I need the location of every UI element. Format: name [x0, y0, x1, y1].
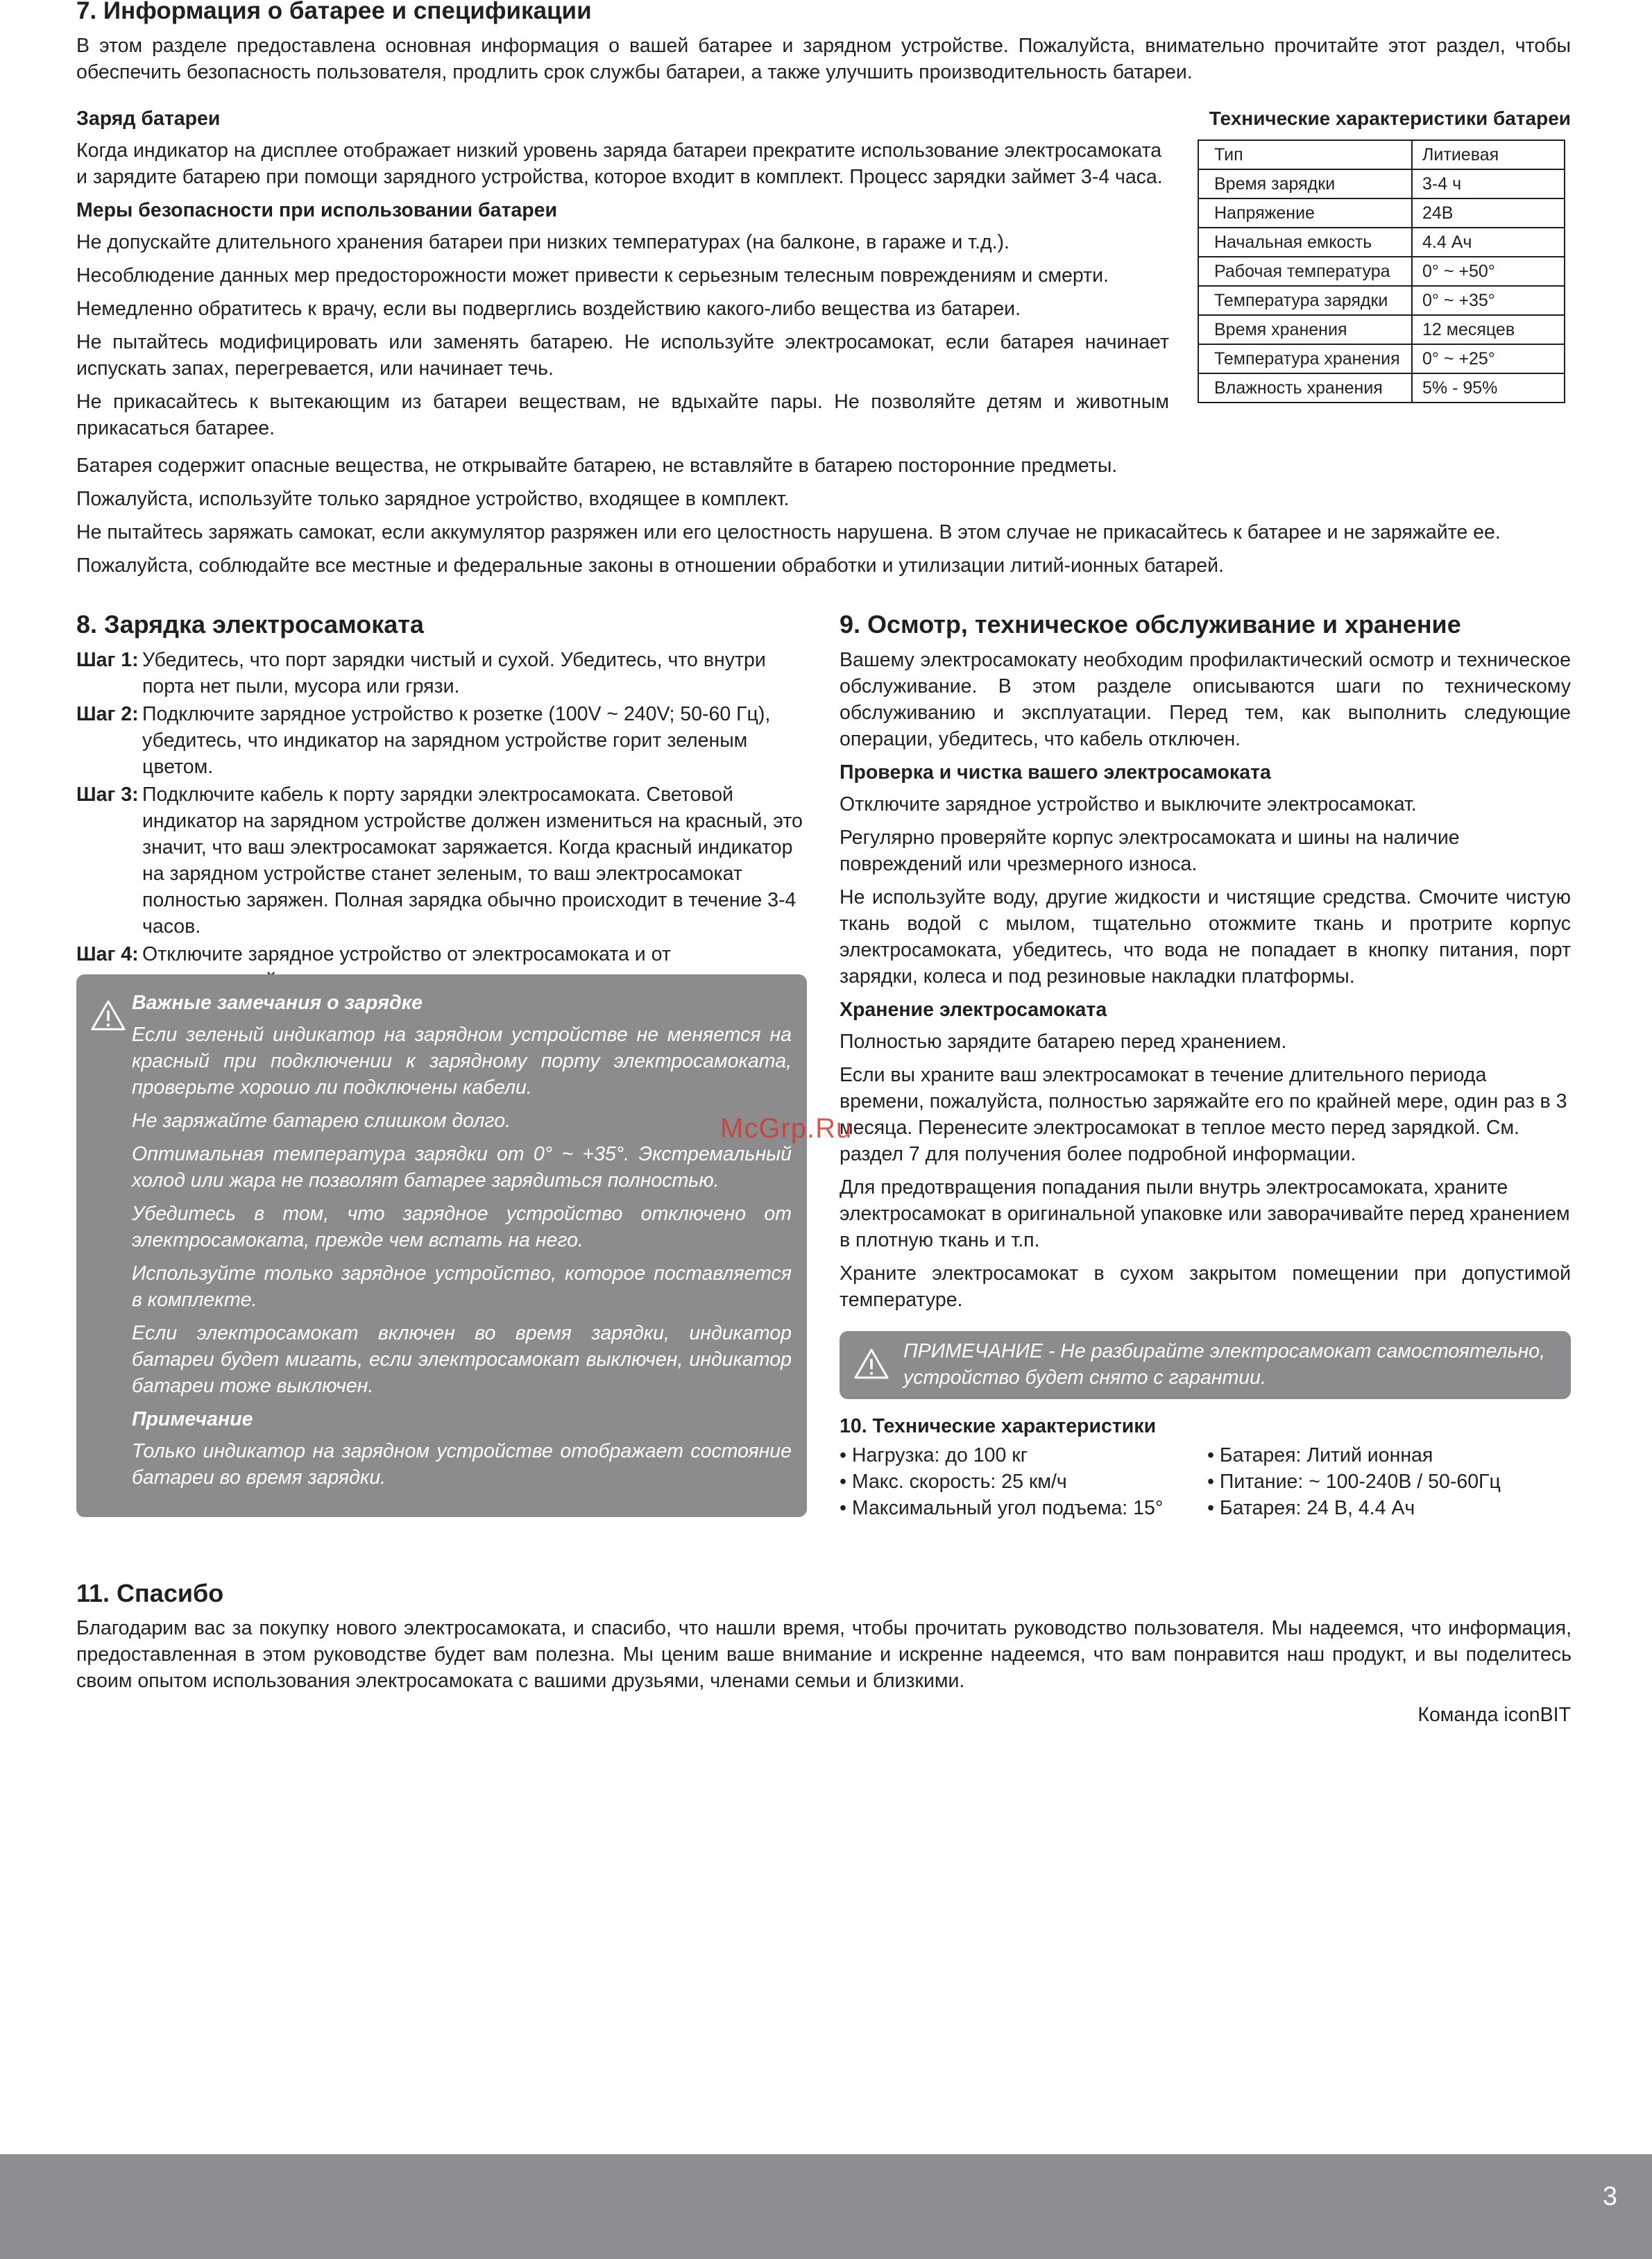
- table-row: [1198, 169, 1565, 198]
- battery-spec-table-title: Технические характеристики батареи: [1209, 108, 1571, 129]
- warning-icon: [853, 1348, 889, 1380]
- section-10-title: 10. Технические характеристики: [840, 1415, 1157, 1437]
- spec-name: Температура хранения: [1198, 344, 1412, 373]
- section-7-left-column: [76, 105, 1169, 448]
- battery-spec-table: [1198, 139, 1565, 403]
- step-text: Убедитесь, что порт зарядки чистый и сухой. Убедитесь, что внутри порта нет пыли, мусора или грязи.: [142, 649, 766, 697]
- page-footer: [0, 2154, 1652, 2259]
- step-label: Шаг 2:: [76, 703, 139, 725]
- signature: Команда iconBIT: [1417, 1704, 1571, 1726]
- spec-value: 12 месяцев: [1412, 315, 1565, 344]
- tech-specs-left: [840, 1442, 1207, 1521]
- spec-name: Влажность хранения: [1198, 373, 1412, 403]
- spec-name: Тип: [1198, 140, 1412, 169]
- table-row: [1198, 315, 1565, 344]
- spec-name: Температура зарядки: [1198, 286, 1412, 315]
- step-text: Отключите зарядное устройство от электросамоката и от: [142, 943, 671, 965]
- spec-value: 24В: [1412, 198, 1565, 228]
- note-item: Если электросамокат включен во время зарядки, индикатор батареи будет мигать, если электросамокат выключен, индикатор батареи тоже выключен.: [132, 1322, 792, 1397]
- safety-item: Не пытайтесь заряжать самокат, если аккумулятор разряжен или его целостность нарушена. В этом случае не прикасайтесь к батарее и не заряжайте ее.: [76, 521, 1501, 543]
- disassembly-note-box: [840, 1331, 1571, 1399]
- step-label: Шаг 4:: [76, 943, 139, 965]
- list-item: • Батарея: 24 В, 4.4 Ач: [1207, 1497, 1415, 1519]
- section-7-intro: В этом разделе предоставлена основная информация о вашей батарее и зарядном устройстве. Пожалуйста, внимательно прочитайте этот раздел, чтобы обеспечить безопасность пользователя, продлить срок службы батареи, а также улучшить производительность батареи.: [76, 35, 1571, 83]
- step-text: Подключите зарядное устройство к розетке (100V ~ 240V; 50-60 Гц), убедитесь, что индикатор на зарядном устройстве горит зеленым цветом.: [142, 703, 771, 778]
- spec-name: Время хранения: [1198, 315, 1412, 344]
- check-title: Проверка и чистка вашего электросамоката: [840, 761, 1271, 784]
- section-11-title: 11. Спасибо: [76, 1579, 224, 1607]
- tech-specs-right: [1207, 1442, 1575, 1521]
- spec-name: Время зарядки: [1198, 169, 1412, 198]
- storage-item: Если вы храните ваш электросамокат в течение длительного периода времени, пожалуйста, полностью заряжайте его по крайней мере, один раз в 3 месяца. Перенесите электросамокат в теплое место перед зарядкой. См. раздел 7 для получения более подробной информации.: [840, 1064, 1567, 1165]
- table-row: [1198, 373, 1565, 403]
- disassembly-note-text: ПРИМЕЧАНИЕ - Не разбирайте электросамокат самостоятельно, устройство будет снято с гарантии.: [903, 1340, 1546, 1389]
- storage-title: Хранение электросамоката: [840, 999, 1107, 1021]
- spec-value: Литиевая: [1412, 140, 1565, 169]
- step-label: Шаг 3:: [76, 784, 139, 806]
- check-item: Не используйте воду, другие жидкости и чистящие средства. Смочите чистую ткань водой с мылом, тщательно отожмите ткань и протрите корпус электросамоката, убедитесь, что вода не попадает в кнопку питания, порт зарядки, колеса и под резиновые накладки платформы.: [840, 886, 1571, 988]
- check-item: Отключите зарядное устройство и выключите электросамокат.: [840, 793, 1417, 815]
- section-8-title: 8. Зарядка электросамоката: [76, 610, 424, 638]
- spec-name: Напряжение: [1198, 198, 1412, 228]
- battery-charge-text: Когда индикатор на дисплее отображает низкий уровень заряда батареи прекратите использование электросамоката и зарядите батарею при помощи зарядного устройства, которое входит в комплект. Процесс зарядки займет 3-4 часа.: [76, 139, 1163, 188]
- battery-charge-title: Заряд батареи: [76, 108, 221, 130]
- warning-icon: [90, 999, 126, 1031]
- note-item: Убедитесь в том, что зарядное устройство отключено от электросамоката, прежде чем встать на него.: [132, 1203, 792, 1251]
- spec-value: 0° ~ +50°: [1412, 257, 1565, 286]
- list-item: • Нагрузка: до 100 кг: [840, 1444, 1028, 1466]
- table-row: [1198, 286, 1565, 315]
- spec-value: 0° ~ +25°: [1412, 344, 1565, 373]
- thanks-text: Благодарим вас за покупку нового электросамоката, и спасибо, что нашли время, чтобы прочитать руководство пользователя. Мы надеемся, что информация, предоставленная в этом руководстве будет вам полезна. Мы ценим ваше внимание и искренне надеемся, что вам понравится наш продукт, и вы поделитесь своим опытом использования электросамоката с вашими друзьями, членами семьи и близкими.: [76, 1617, 1572, 1692]
- spec-name: Рабочая температура: [1198, 257, 1412, 286]
- remark-text: Только индикатор на зарядном устройстве отображает состояние батареи во время зарядки.: [132, 1440, 792, 1489]
- list-item: • Питание: ~ 100-240В / 50-60Гц: [1207, 1471, 1501, 1493]
- spec-value: 5% - 95%: [1412, 373, 1565, 403]
- list-item: [76, 701, 807, 780]
- list-item: [76, 781, 807, 940]
- section-7-title: 7. Информация о батарее и спецификации: [76, 0, 592, 24]
- safety-item: Немедленно обратитесь к врачу, если вы подверглись воздействию какого-либо вещества из батареи.: [76, 298, 1021, 320]
- safety-item: Не прикасайтесь к вытекающим из батареи веществам, не вдыхайте пары. Не позволяйте детям и животным прикасаться батарее.: [76, 391, 1169, 439]
- spec-name: Начальная емкость: [1198, 228, 1412, 257]
- table-row: [1198, 198, 1565, 228]
- list-item: [76, 647, 807, 700]
- charging-notes-title: Важные замечания о зарядке: [132, 992, 423, 1014]
- note-item: Если зеленый индикатор на зарядном устройстве не меняется на красный при подключении к зарядному порту электросамоката, проверьте хорошо ли подключены кабели.: [132, 1024, 792, 1099]
- check-item: Регулярно проверяйте корпус электросамоката и шины на наличие повреждений или чрезмерного износа.: [840, 827, 1460, 875]
- safety-item: Пожалуйста, используйте только зарядное устройство, входящее в комплект.: [76, 488, 790, 510]
- table-row: [1198, 228, 1565, 257]
- list-item: • Максимальный угол подъема: 15°: [840, 1497, 1164, 1519]
- charging-notes-content: [132, 990, 792, 1498]
- table-row: [1198, 344, 1565, 373]
- safety-item: Несоблюдение данных мер предосторожности может привести к серьезным телесным повреждениям и смерти.: [76, 264, 1109, 287]
- table-row: [1198, 257, 1565, 286]
- section-7-full-width: [76, 452, 1575, 586]
- storage-item: Полностью зарядите батарею перед хранением.: [840, 1031, 1287, 1053]
- spec-value: 3-4 ч: [1412, 169, 1565, 198]
- step-text: Подключите кабель к порту зарядки электросамоката. Световой индикатор на зарядном устройстве должен измениться на красный, это значит, что ваш электросамокат заряжается. Когда красный индикатор на зарядном устройстве станет зеленым, то ваш электросамокат полностью заряжен. Полная зарядка обычно происходит в течение 3-4 часов.: [142, 784, 803, 938]
- storage-item: Храните электросамокат в сухом закрытом помещении при допустимой температуре.: [840, 1262, 1571, 1311]
- spec-value: 4.4 Ач: [1412, 228, 1565, 257]
- step-label: Шаг 1:: [76, 649, 139, 671]
- list-item: • Батарея: Литий ионная: [1207, 1444, 1433, 1466]
- charging-steps: [76, 647, 807, 995]
- safety-item: Пожалуйста, соблюдайте все местные и федеральные законы в отношении обработки и утилизации литий-ионных батарей.: [76, 555, 1224, 577]
- note-item: Оптимальная температура зарядки от 0° ~ +35°. Экстремальный холод или жара не позволят батарее зарядиться полностью.: [132, 1143, 792, 1192]
- remark-title: Примечание: [132, 1408, 253, 1430]
- section-9-title: 9. Осмотр, техническое обслуживание и хранение: [840, 610, 1461, 638]
- table-row: [1198, 140, 1565, 169]
- charging-notes-box: [76, 974, 807, 1517]
- section-9-content: [840, 647, 1571, 1320]
- page-number: 3: [1602, 2182, 1617, 2211]
- note-item: Используйте только зарядное устройство, которое поставляется в комплекте.: [132, 1262, 792, 1311]
- list-item: • Макс. скорость: 25 км/ч: [840, 1471, 1067, 1493]
- storage-item: Для предотвращения попадания пыли внутрь электросамоката, храните электросамокат в оригинальной упаковке или заворачивайте перед хранением в плотную ткань и т.п.: [840, 1176, 1570, 1251]
- spec-value: 0° ~ +35°: [1412, 286, 1565, 315]
- watermark: McGrp.Ru: [720, 1113, 853, 1144]
- section-9-intro: Вашему электросамокату необходим профилактический осмотр и техническое обслуживание. В этом разделе описываются шаги по техническому обслуживанию и эксплуатации. Перед тем, как выполнить следующие операции, убедитесь, что кабель отключен.: [840, 649, 1571, 750]
- safety-item: Батарея содержит опасные вещества, не открывайте батарею, не вставляйте в батарею посторонние предметы.: [76, 455, 1118, 477]
- battery-safety-title: Меры безопасности при использовании батареи: [76, 199, 558, 221]
- safety-item: Не пытайтесь модифицировать или заменять батарею. Не используйте электросамокат, если батарея начинает испускать запах, перегревается, или начинает течь.: [76, 331, 1169, 380]
- safety-item: Не допускайте длительного хранения батареи при низких температурах (на балконе, в гараже и т.д.).: [76, 231, 1010, 253]
- note-item: Не заряжайте батарею слишком долго.: [132, 1110, 511, 1132]
